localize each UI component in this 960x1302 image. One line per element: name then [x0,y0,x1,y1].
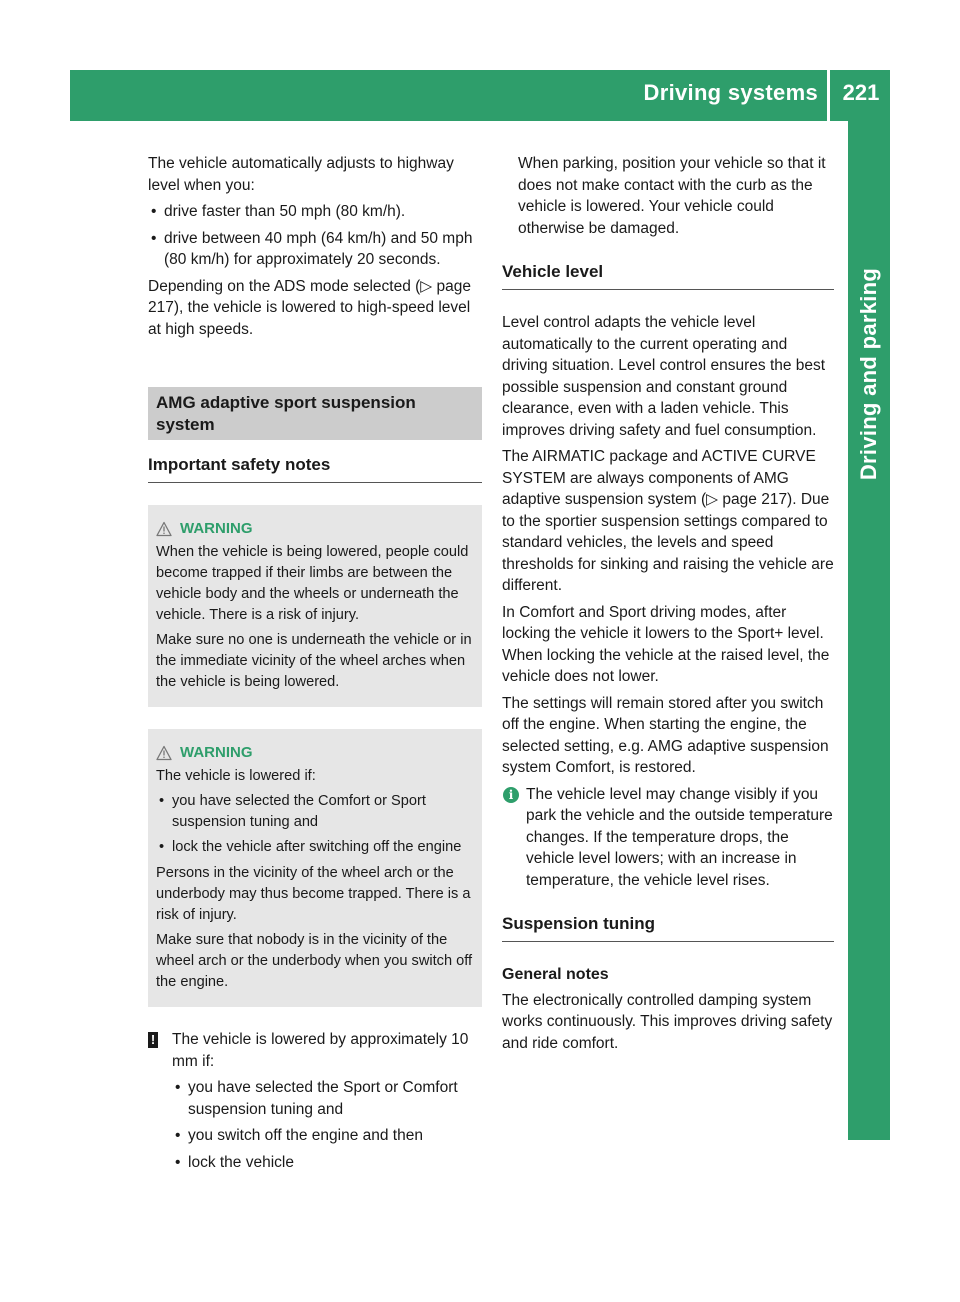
intro-bullet-list [148,201,482,271]
header-divider [827,70,830,121]
warning-text: The vehicle is lowered if: [156,768,316,784]
warning-label: WARNING [180,744,253,761]
warning-title [156,742,474,763]
list-item: • you have selected the Sport or Comfort suspension tuning and [172,1077,482,1120]
continuation-text: When parking, position your vehicle so that it does not make contact with the curb as the vehicle is lowered. Your vehicle could otherwise be damaged. [518,155,826,237]
warning-text: Make sure that nobody is in the vicinity of the wheel arch or the underbody when you switch off the engine. [156,932,473,990]
paragraph: The settings will remain stored after you switch off the engine. When starting the engine, the selected setting, e.g. AMG adaptive suspension system Comfort, is restored. [502,694,829,776]
warning-text: Persons in the vicinity of the wheel arch or the underbody may thus become trapped. There is a risk of injury. [156,865,471,923]
warning-triangle-icon [156,745,172,761]
side-tab-text: Driving and parking [856,267,882,481]
info-icon: i [503,787,519,803]
header-title: Driving systems [643,80,818,105]
list-item: • lock the vehicle [172,1152,482,1174]
paragraph: The AIRMATIC package and ACTIVE CURVE SYSTEM are always components of AMG adaptive suspension system (▷ page 217). Due to the sportier suspension settings compared to standard vehicles, the levels and speed thresholds for sinking and raising the vehicle are different. [502,448,834,594]
warning-title [156,518,474,539]
paragraph: Level control adapts the vehicle level automatically to the current operating and driving situation. Level control ensures the best possible suspension and constant ground clearance, even with a laden vehicle. This improves driving safety and fuel consumption. [502,314,826,439]
section-title: AMG adaptive sport suspension system [148,387,482,440]
list-item: • drive between 40 mph (64 km/h) and 50 mph (80 km/h) for approximately 20 seconds. [148,228,482,271]
warning-box [148,729,482,1007]
list-item: • you have selected the Comfort or Sport suspension tuning and [156,791,474,833]
page-number: 221 [842,80,880,105]
info-text: The vehicle level may change visibly if you park the vehicle and the outside temperature changes. If the temperature drops, the vehicle level lowers; with an increase in temperature, the vehicle level rises. [526,785,833,889]
warning-bullet-list [156,791,474,858]
exclamation-icon: ! [148,1032,158,1048]
note-bullet-list [172,1077,482,1173]
header-bar [70,70,890,121]
subheading-safety-notes: Important safety notes [148,454,482,483]
info-note [502,784,834,892]
side-tab-label [848,256,890,492]
caution-note [148,1029,482,1173]
warning-triangle-icon [156,521,172,537]
left-column [148,153,482,1178]
heading-suspension-tuning: Suspension tuning [502,913,834,942]
list-item: • lock the vehicle after switching off the engine [156,837,474,858]
warning-box [148,505,482,707]
ads-text: Depending on the ADS mode selected (▷ page 217), the vehicle is lowered to high-speed level at high speeds. [148,277,471,338]
subheading-general-notes: General notes [502,966,609,983]
intro-text: The vehicle automatically adjusts to highway level when you: [148,155,454,194]
note-text: The vehicle is lowered by approximately 10 mm if: [172,1031,469,1070]
warning-label: WARNING [180,520,253,537]
warning-text: When the vehicle is being lowered, people could become trapped if their limbs are between the vehicle body and the wheels or underneath the vehicle. There is a risk of injury. [156,544,469,623]
list-item: • drive faster than 50 mph (80 km/h). [148,201,482,223]
paragraph: In Comfort and Sport driving modes, after locking the vehicle it lowers to the Sport+ level. When locking the vehicle at the raised level, the vehicle does not lower. [502,603,830,685]
paragraph: The electronically controlled damping system works continuously. This improves driving safety and ride comfort. [502,991,833,1052]
heading-vehicle-level: Vehicle level [502,261,834,290]
warning-text: Make sure no one is underneath the vehicle or in the immediate vicinity of the wheel arches when the vehicle is being lowered. [156,632,472,690]
right-column [502,153,834,1059]
list-item: • you switch off the engine and then [172,1125,482,1147]
